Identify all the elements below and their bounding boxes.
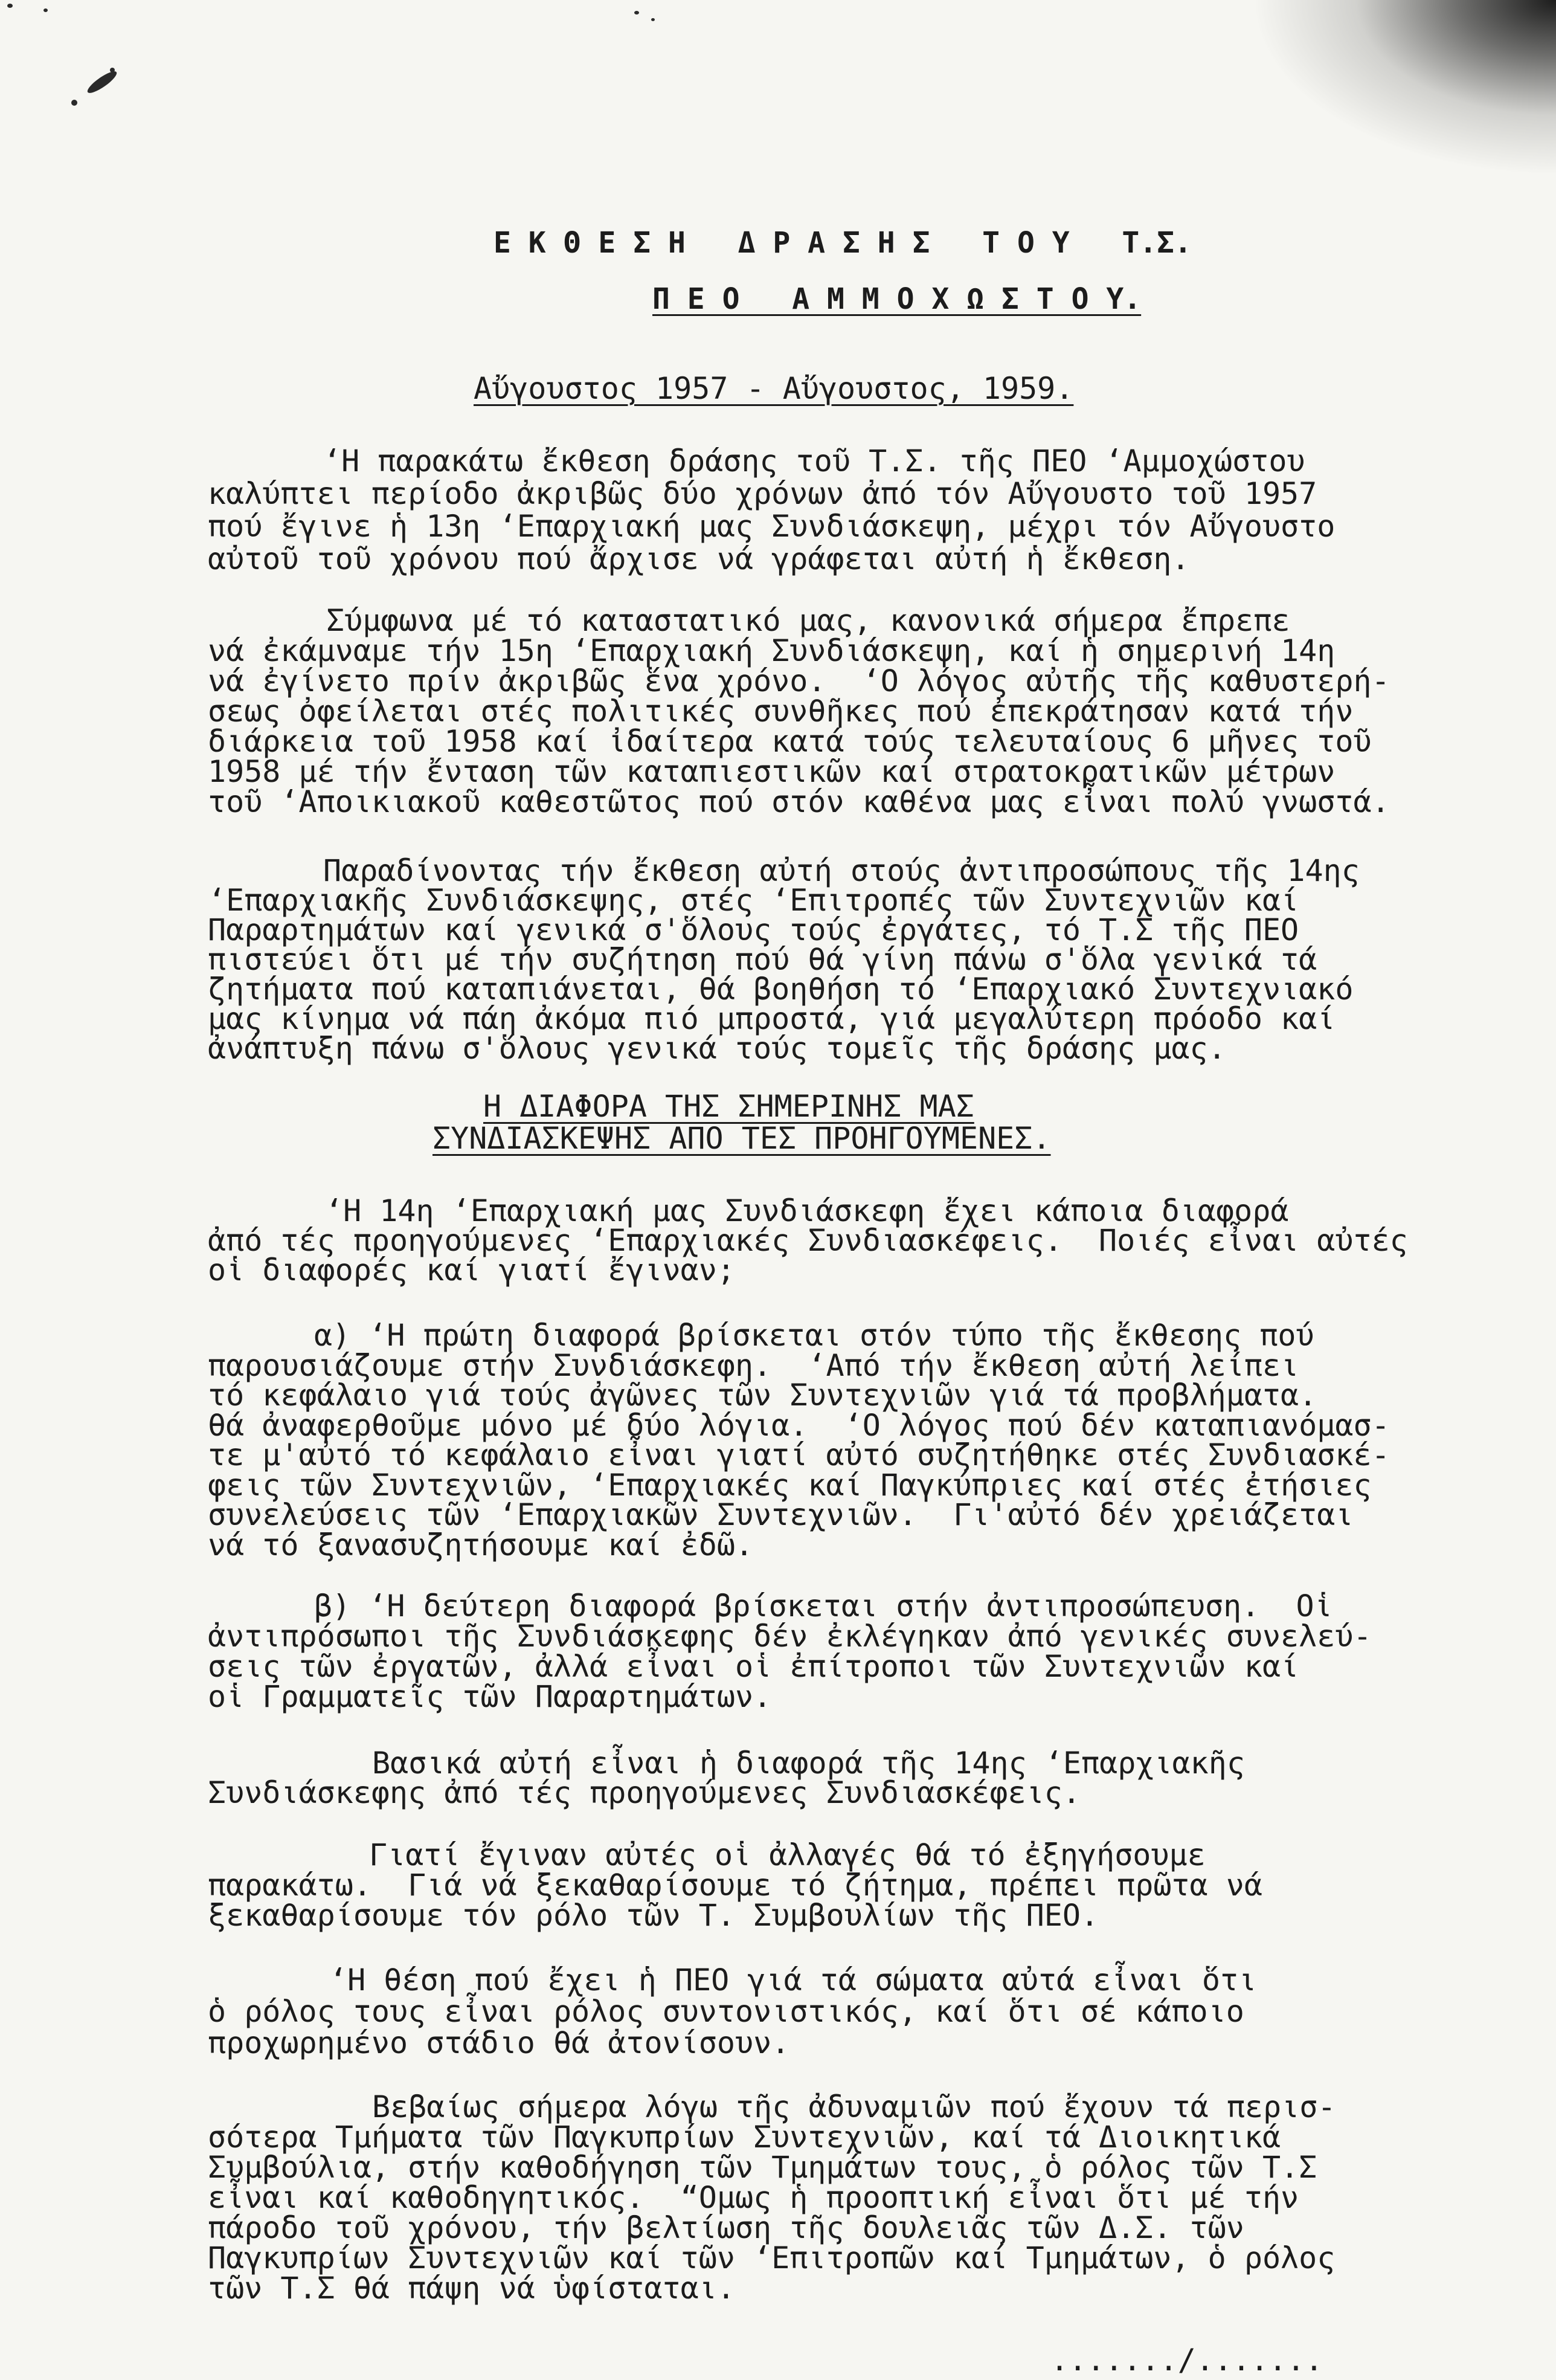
text-line: προχωρημένο στάδιο θά ἀτονίσουν. bbox=[208, 2025, 790, 2060]
text-line: ὁ ρόλος τους εἶναι ρόλος συντονιστικός, καί ὅτι σέ κάποιο bbox=[208, 1994, 1244, 2029]
text-line: Παγκυπρίων Συντεχνιῶν καί τῶν ‘Επιτροπῶν καί Τμημάτων, ὁ ρόλος bbox=[208, 2240, 1336, 2275]
paragraph-3 bbox=[208, 853, 1360, 1066]
paragraph-6 bbox=[208, 1588, 1372, 1714]
text-line: νά ἐγίνετο πρίν ἀκριβῶς ἕνα χρόνο. ‘Ο λόγος αὐτῆς τῆς καθυστερή- bbox=[208, 663, 1390, 698]
paragraph-7 bbox=[208, 1746, 1245, 1810]
text-line: τοῦ ‘Αποικιακοῦ καθεστῶτος πού στόν καθένα μας εἶναι πολύ γνωστά. bbox=[208, 784, 1390, 819]
scan-speck bbox=[85, 68, 120, 96]
scan-speck bbox=[43, 8, 48, 12]
text-line: Συμβούλια, στήν καθοδήγηση τῶν Τμημάτων τους, ὁ ρόλος τῶν Τ.Σ bbox=[208, 2150, 1317, 2185]
text-line: ἀντιπρόσωποι τῆς Συνδιάσκεφης δέν ἐκλέγηκαν ἀπό γενικές συνελεύ- bbox=[208, 1619, 1372, 1654]
text-line: θά ἀναφερθοῦμε μόνο μέ δύο λόγια. ‘Ο λόγος πού δέν καταπιανόμασ- bbox=[208, 1407, 1390, 1443]
section-heading-line-1: Η ΔΙΑΦΟΡΑ ΤΗΣ ΣΗΜΕΡΙΝΗΣ ΜΑΣ bbox=[483, 1089, 974, 1124]
section-heading-line-2: ΣΥΝΔΙΑΣΚΕΨΗΣ ΑΠΟ ΤΕΣ ΠΡΟΗΓΟΥΜΕΝΕΣ. bbox=[432, 1121, 1051, 1156]
document-period: Αὔγουστος 1957 - Αὔγουστος, 1959. bbox=[474, 371, 1074, 406]
text-line: Βασικά αὐτή εἶναι ἡ διαφορά τῆς 14ης ‘Επαρχιακῆς bbox=[372, 1746, 1245, 1781]
scan-speck bbox=[110, 68, 115, 73]
text-line: πού ἔγινε ἡ 13η ‘Επαρχιακή μας Συνδιάσκεψη, μέχρι τόν Αὔγουστο bbox=[208, 509, 1336, 544]
text-line: ἀνάπτυξη πάνω σ'ὅλους γενικά τούς τομεῖς τῆς δράσης μας. bbox=[208, 1031, 1226, 1066]
text-line: πιστεύει ὅτι μέ τήν συζήτηση πού θά γίνη πάνω σ'ὅλα γενικά τά bbox=[208, 942, 1317, 977]
paragraph-8 bbox=[208, 1837, 1262, 1933]
text-line: ξεκαθαρίσουμε τόν ρόλο τῶν Τ. Συμβουλίων τῆς ΠΕΟ. bbox=[208, 1898, 1099, 1933]
paragraph-4 bbox=[208, 1193, 1408, 1288]
text-line: τε μ'αὐτό τό κεφάλαιο εἶναι γιατί αὐτό συζητήθηκε στές Συνδιασκέ- bbox=[208, 1437, 1390, 1472]
text-line: ‘Επαρχιακῆς Συνδιάσκεψης, στές ‘Επιτροπές τῶν Συντεχνιῶν καί bbox=[208, 883, 1299, 918]
text-line: νά ἐκάμναμε τήν 15η ‘Επαρχιακή Συνδιάσκεψη, καί ἡ σημερινή 14η bbox=[208, 633, 1336, 668]
document-title: Ε Κ Θ Ε Σ Η Δ Ρ Α Σ Η Σ Τ Ο Υ Τ.Σ. bbox=[493, 226, 1192, 260]
text-line: ἀπό τές προηγούμενες ‘Επαρχιακές Συνδιασκέφεις. Ποιές εἶναι αὐτές bbox=[208, 1223, 1408, 1258]
scan-corner-shadow bbox=[1242, 0, 1556, 181]
text-line: ζητήματα πού καταπιάνεται, θά βοηθήση τό ‘Επαρχιακό Συντεχνιακό bbox=[208, 972, 1354, 1007]
text-line: παρακάτω. Γιά νά ξεκαθαρίσουμε τό ζήτημα, πρέπει πρῶτα νά bbox=[208, 1868, 1262, 1903]
text-line: σεις τῶν ἐργατῶν, ἀλλά εἶναι οἱ ἐπίτροποι τῶν Συντεχνιῶν καί bbox=[208, 1649, 1299, 1684]
text-line: πάροδο τοῦ χρόνου, τήν βελτίωση τῆς δουλειᾶς τῶν Δ.Σ. τῶν bbox=[208, 2210, 1244, 2245]
text-line: αὐτοῦ τοῦ χρόνου πού ἄρχισε νά γράφεται αὐτή ἡ ἔκθεση. bbox=[208, 541, 1190, 576]
text-line: μας κίνημα νά πάη ἀκόμα πιό μπροστά, γιά μεγαλύτερη πρόοδο καί bbox=[208, 1001, 1336, 1036]
scan-speck bbox=[651, 18, 655, 21]
paragraph-10 bbox=[208, 2089, 1336, 2306]
continuation-mark: ......./....... bbox=[1050, 2343, 1323, 2378]
text-line: β) ‘Η δεύτερη διαφορά βρίσκεται στήν ἀντιπροσώπευση. Οἱ bbox=[314, 1588, 1333, 1624]
text-line: 1958 μέ τήν ἔνταση τῶν καταπιεστικῶν καί στρατοκρατικῶν μέτρων bbox=[208, 754, 1336, 789]
text-line: οἱ διαφορές καί γιατί ἔγιναν; bbox=[208, 1253, 735, 1288]
text-line: τῶν Τ.Σ θά πάψη νά ὑφίσταται. bbox=[208, 2271, 735, 2306]
text-line: παρουσιάζουμε στήν Συνδιάσκεφη. ‘Από τήν ἔκθεση αὐτή λείπει bbox=[208, 1347, 1299, 1383]
text-line: συνελεύσεις τῶν ‘Επαρχιακῶν Συντεχνιῶν. Γι'αὐτό δέν χρειάζεται bbox=[208, 1497, 1354, 1532]
scan-speck bbox=[7, 4, 13, 8]
scan-speck bbox=[634, 11, 639, 15]
text-line: οἱ Γραμματεῖς τῶν Παραρτημάτων. bbox=[208, 1679, 772, 1714]
document-subtitle-organization: Π Ε Ο Α Μ Μ Ο Χ Ω Σ Τ Ο Υ. bbox=[652, 282, 1142, 316]
text-line: Συνδιάσκεφης ἀπό τές προηγούμενες Συνδιασκέφεις. bbox=[208, 1775, 1081, 1810]
paragraph-2 bbox=[208, 605, 1390, 817]
paragraph-5 bbox=[208, 1318, 1390, 1562]
text-line: σότερα Τμήματα τῶν Παγκυπρίων Συντεχνιῶν, καί τά Διοικητικά bbox=[208, 2120, 1281, 2155]
text-line: καλύπτει περίοδο ἀκριβῶς δύο χρόνων ἀπό τόν Αὔγουστο τοῦ 1957 bbox=[208, 476, 1317, 511]
text-line: Βεβαίως σήμερα λόγω τῆς ἀδυναμιῶν πού ἔχουν τά περισ- bbox=[372, 2089, 1336, 2124]
text-line: Σύμφωνα μέ τό καταστατικό μας, κανονικά σήμερα ἔπρεπε bbox=[326, 603, 1290, 638]
text-line: Παραδίνοντας τήν ἔκθεση αὐτή στούς ἀντιπροσώπους τῆς 14ης bbox=[323, 853, 1360, 888]
text-line: τό κεφάλαιο γιά τούς ἀγῶνες τῶν Συντεχνιῶν γιά τά προβλήματα. bbox=[208, 1378, 1317, 1413]
text-line: ‘Η 14η ‘Επαρχιακή μας Συνδιάσκεφη ἔχει κάποια διαφορά bbox=[325, 1193, 1289, 1228]
text-line: Γιατί ἔγιναν αὐτές οἱ ἀλλαγές θά τό ἐξηγήσουμε bbox=[369, 1837, 1206, 1872]
scan-speck bbox=[71, 100, 77, 106]
text-line: νά τό ξανασυζητήσουμε καί ἐδῶ. bbox=[208, 1527, 754, 1562]
text-line: ‘Η παρακάτω ἔκθεση δράσης τοῦ Τ.Σ. τῆς ΠΕΟ ‘Αμμοχώστου bbox=[323, 443, 1305, 479]
paragraph-1 bbox=[208, 445, 1335, 575]
paragraph-9 bbox=[208, 1964, 1256, 2059]
text-line: ‘Η θέση πού ἔχει ἡ ΠΕΟ γιά τά σώματα αὐτά εἶναι ὅτι bbox=[329, 1962, 1257, 1998]
text-line: α) ‘Η πρώτη διαφορά βρίσκεται στόν τύπο τῆς ἔκθεσης πού bbox=[314, 1318, 1314, 1353]
text-line: φεις τῶν Συντεχνιῶν, ‘Επαρχιακές καί Παγκύπριες καί στές ἐτήσιες bbox=[208, 1467, 1372, 1503]
text-line: Παραρτημάτων καί γενικά σ'ὅλους τούς ἐργάτες, τό Τ.Σ τῆς ΠΕΟ bbox=[208, 912, 1299, 947]
text-line: διάρκεια τοῦ 1958 καί ἰδαίτερα κατά τούς τελευταίους 6 μῆνες τοῦ bbox=[208, 724, 1372, 759]
text-line: σεως ὀφείλεται στές πολιτικές συνθῆκες πού ἐπεκράτησαν κατά τήν bbox=[208, 694, 1354, 729]
text-line: εἶναι καί καθοδηγητικός. “Ομως ἡ προοπτική εἶναι ὅτι μέ τήν bbox=[208, 2180, 1299, 2215]
